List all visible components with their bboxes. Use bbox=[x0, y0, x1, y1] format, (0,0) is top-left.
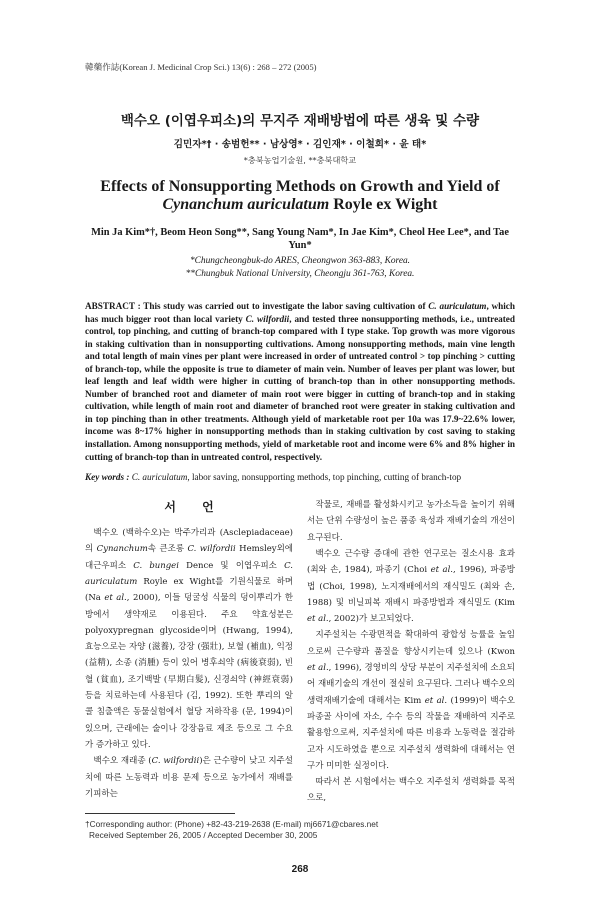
section-heading: 서 언 bbox=[164, 500, 214, 515]
affiliation-1: *Chungcheongbuk-do ARES, Cheongwon 363-883, Korea. bbox=[189, 256, 411, 266]
korean-authors: 김민자*† · 송범헌** · 남상영* · 김인재* · 이철희* · 윤 태* bbox=[173, 139, 427, 150]
english-title bbox=[85, 178, 515, 214]
keywords-label: Key words : bbox=[85, 472, 130, 483]
italic-text: et al. bbox=[430, 565, 454, 576]
text-segment: 백수오 재래종 ( bbox=[93, 756, 152, 767]
text-segment: , 2002)가 보고되었다. bbox=[328, 614, 414, 625]
text-segment: , and tested three nonsupporting methods, i.e., untreated control, top pinching, and cutting of branch-top compared with I type stake. Top growth was more vigorous in staking cultivation than in nonsupporting cultivations. Among nonsupporting methods, main vine length and total length of main vines per plant were increased in order of untreated control > top pinching > cutting of branch-top, while the opposite is true to diameter of main vein. Number of leaves per plant was lower, but leaf length and leaf width were higher in cutting of branch-top than in other nonsupporting methods. Number of branched root and diameter of main root were bigger in cutting of branch-top and in staking cultivation, while length of main root and diameter of branched root were greater in staking cultivation and in top pinching than in other treatments. Although yield of marketable root per 10a was 17.9~22.6% lower, income was 8~17% higher in nonsupporting methods than in staking cultivation by cost saving to staking installation. Among nonsupporting methods, yield of marketable root and income were 6% and 8% higher in cutting of branch-top than in untreated control, respectively. bbox=[85, 313, 515, 462]
body-right-column bbox=[307, 497, 515, 807]
text-segment: 지주설치는 수광면적을 확대하여 광합성 능률을 높임으로써 근수량과 품질을 향상시키는데 있으나 (Kwon bbox=[307, 630, 515, 657]
body-columns bbox=[85, 497, 515, 807]
text-segment: ABSTRACT : This study was carried out to investigate the labor saving cultivation of bbox=[85, 301, 429, 311]
keywords-list bbox=[129, 472, 461, 482]
corresponding-author: †Corresponding author: (Phone) +82-43-219-2638 (E-mail) mj6671@cbares.net bbox=[85, 818, 379, 829]
korean-title: 백수오 (이엽우피소)의 무지주 재배방법에 따른 생육 및 수량 bbox=[120, 113, 480, 129]
italic-text: C. auriculatum bbox=[428, 301, 487, 311]
body-left-column bbox=[85, 497, 293, 802]
italic-text: et al. bbox=[424, 695, 448, 706]
text-segment: , 1996), 경영비의 상당 부분이 지주설치에 소요되어 재배기술의 개선이 절실히 요구된다. 그러나 백수오의 생력재배기술에 대해서는 Kim bbox=[307, 663, 515, 706]
text-segment: , 2000), 이들 덩굴성 식물의 덩이뿌리가 한방에서 생약재로 이용된다. 주요 약효성분은 polyoxypregnan glycoside이며 (Hwang, 1994), 효능으로는 자양 (滋養), 강장 (强壯), 보혈 (補血), 익정 (益精), 소종 (消腫) 등이 있어 병후쇠약 (病後衰弱), 빈혈 (貧血), 조기백발 (早期白髮), 신경쇠약 (神經衰弱) 등을 치료하는데 사용된다 (김, 1992). 또한 뿌리의 알콜 침출액은 동물실험에서 혈당 저하작용 (문, 1994)이 있으며, 근래에는 술이나 강장음료 제조 등으로 그 수요가 증가하고 있다. bbox=[85, 593, 293, 750]
species-authority: Royle ex Wight bbox=[329, 196, 438, 213]
left-paragraphs bbox=[85, 525, 293, 802]
body-paragraph bbox=[85, 525, 293, 753]
italic-text: C. wilfordii bbox=[151, 756, 200, 767]
korean-affiliations: *충북농업기술원, **충북대학교 bbox=[243, 155, 357, 165]
text-segment: Royle ex Wight를 기원식물로 하며 (Na bbox=[85, 577, 293, 604]
italic-text: C. auriculatum bbox=[131, 472, 188, 483]
text-segment: 속 큰조롱 bbox=[147, 544, 188, 555]
italic-text: Cynanchum bbox=[96, 544, 148, 555]
text-segment: Dence 및 이엽우피소 bbox=[178, 560, 285, 571]
received-accepted-dates: Received September 26, 2005 / Accepted December 30, 2005 bbox=[89, 829, 318, 840]
italic-text: et al. bbox=[104, 593, 127, 604]
text-segment: , which has much bigger root than local variety bbox=[85, 301, 515, 324]
text-segment: 작물로, 재배를 활성화시키고 농가소득을 높이기 위해서는 단위 수량성이 높은 품종 육성과 재배기술의 개선이 요구된다. bbox=[307, 500, 515, 543]
page-number: 268 bbox=[291, 863, 309, 875]
journal-citation: 韓藥作誌(Korean J. Medicinal Crop Sci.) 13(6) : 268 – 272 (2005) bbox=[85, 62, 317, 72]
text-segment: Hemsley외에 대근우피소 bbox=[85, 544, 294, 571]
footnote-divider bbox=[85, 813, 235, 814]
italic-text: C. wilfordii bbox=[245, 313, 290, 324]
english-authors: Min Ja Kim*†, Beom Heon Song**, Sang Young Nam*, In Jae Kim*, Cheol Hee Lee*, and Tae Yun* bbox=[91, 227, 509, 251]
text-segment: 백수오 (백하수오)는 박주가리과 (Asclepiadaceae)의 bbox=[85, 528, 293, 555]
body-paragraph bbox=[307, 627, 515, 774]
italic-text: C. wilfordii bbox=[187, 544, 236, 555]
text-segment: , labor saving, nonsupporting methods, top pinching, cutting of branch-top bbox=[187, 472, 462, 483]
text-segment: 백수오 근수량 증대에 관한 연구로는 질소시용 효과 (최와 손, 1984), 파종기 (Choi bbox=[307, 549, 515, 576]
body-paragraph bbox=[307, 546, 515, 627]
affiliation-2: **Chungbuk National University, Cheongju 361-763, Korea. bbox=[185, 268, 415, 279]
body-paragraph bbox=[307, 497, 515, 546]
italic-text: et al. bbox=[307, 614, 329, 625]
english-title-line1: Effects of Nonsupporting Methods on Growth and Yield of bbox=[100, 178, 500, 195]
italic-text: C. bungei bbox=[133, 560, 179, 571]
footnote bbox=[85, 819, 515, 841]
text-segment: (1999)이 백수오 파종골 사이에 자소, 수수 등의 작물을 재배하여 지주로 활용함으로써, 지주설치에 따른 비용과 노동력을 절감하고자 시도하였을 뿐으로 지주설치 생력화에 대해서는 연구가 미미한 실정이다. bbox=[307, 695, 516, 771]
right-paragraphs bbox=[307, 497, 515, 807]
english-affiliations bbox=[85, 255, 515, 280]
text-segment: , 1996), 파종방법 (Choi, 1998), 노지재배에서의 재식밀도 (최와 손, 1988) 및 비닐피복 재배시 파종방법과 재식밀도 (Kim bbox=[307, 565, 516, 608]
species-name: Cynanchum auriculatum bbox=[162, 196, 330, 213]
body-paragraph bbox=[307, 774, 515, 807]
body-paragraph bbox=[85, 753, 293, 802]
text-segment: 따라서 본 시험에서는 백수오 지주설치 생력화를 목적으로, bbox=[307, 777, 515, 804]
text-segment: )은 근수량이 낮고 지주설치에 따른 노동력과 비용 문제 등으로 농가에서 재배를 기피하는 bbox=[85, 756, 293, 799]
keywords bbox=[85, 471, 515, 483]
italic-text: et al. bbox=[307, 663, 329, 674]
english-title-line2 bbox=[85, 196, 515, 214]
abstract bbox=[85, 300, 515, 463]
italic-text: C. auriculatum bbox=[85, 560, 293, 587]
